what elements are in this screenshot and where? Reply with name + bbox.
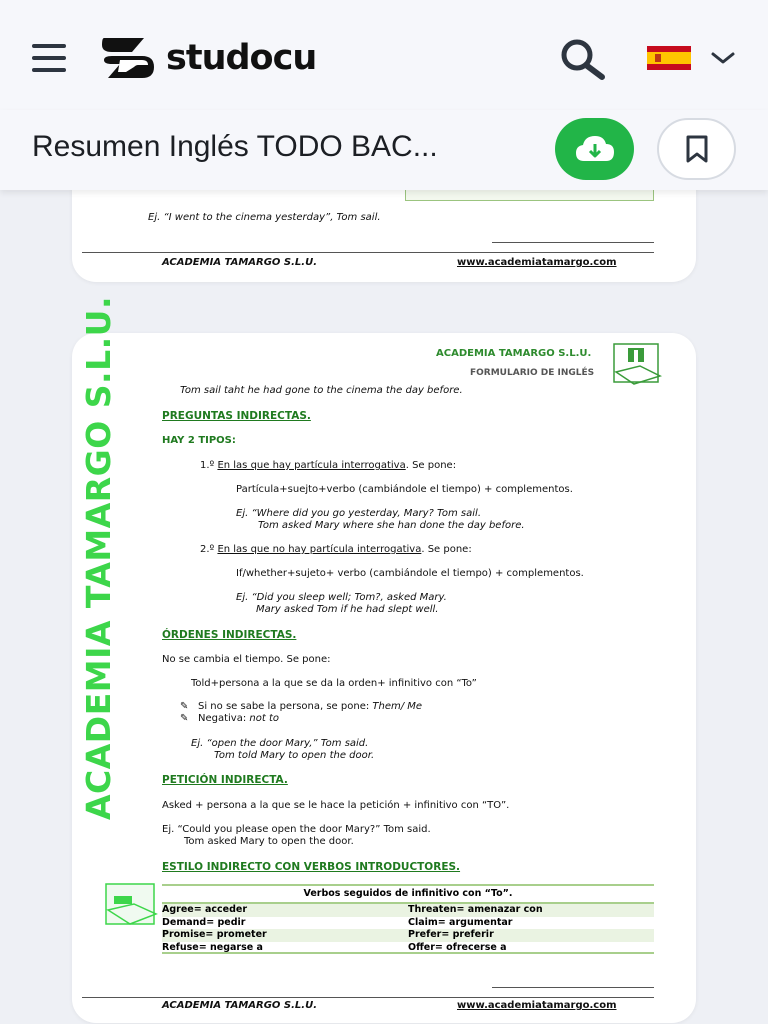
search-icon[interactable] <box>558 38 608 80</box>
example-line: Ej. “I went to the cinema yesterday”, Tom sail. <box>148 212 381 223</box>
table-row <box>162 904 654 917</box>
text-line: Tom sail taht he had gone to the cinema the day before. <box>180 385 463 396</box>
chevron-down-icon[interactable] <box>710 50 736 66</box>
text-line: Told+persona a la que se da la orden+ infinitivo con “To” <box>191 678 477 689</box>
bullet-icon: ✎ <box>180 713 189 724</box>
footer-divider-short <box>492 242 654 243</box>
form-name-header: FORMULARIO DE INGLÉS <box>470 368 595 378</box>
table-row <box>162 929 654 942</box>
table-cell: Demand= pedir <box>162 916 246 928</box>
verbs-table <box>162 884 654 954</box>
studocu-logo-mark-icon <box>98 34 158 82</box>
text-line: Tom asked Mary where she han done the day before. <box>258 520 525 531</box>
download-button[interactable] <box>555 118 634 180</box>
text-line: Tom asked Mary to open the door. <box>184 836 354 847</box>
type-2-line: 2.º En las que no hay partícula interrogativa. Se pone: <box>200 544 472 555</box>
footer-org: ACADEMIA TAMARGO S.L.U. <box>162 257 317 268</box>
academy-small-logo-icon <box>104 882 160 928</box>
bookmark-button[interactable] <box>657 118 736 180</box>
table-cell: Threaten= amenazar con <box>408 904 543 915</box>
text-line: No se cambia el tiempo. Se pone: <box>162 654 331 665</box>
type-1-line: 1.º En las que hay partícula interrogativa. Se pone: <box>200 460 457 471</box>
top-navigation-bar <box>0 0 768 110</box>
text-line: Tom told Mary to open the door. <box>214 750 375 761</box>
logo-text: studocu <box>166 38 317 78</box>
text-line: Ej. “Did you sleep well; Tom?, asked Mary. <box>236 592 447 603</box>
studocu-logo[interactable] <box>98 34 316 82</box>
table-cell: Refuse= negarse a <box>162 941 263 953</box>
footer-divider <box>82 997 654 998</box>
cloud-download-icon <box>574 133 616 165</box>
text-line: Ej. “open the door Mary,” Tom said. <box>191 738 369 749</box>
document-title-bar <box>0 110 768 190</box>
text-line: Ej. “Where did you go yesterday, Mary? Tom sail. <box>236 508 481 519</box>
table-heading: Verbos seguidos de infinitivo con “To”. <box>162 884 654 904</box>
table-row <box>162 917 654 930</box>
spain-flag-icon[interactable] <box>647 46 691 70</box>
bullet-icon: ✎ <box>180 701 189 712</box>
heading-peticion: PETICIÓN INDIRECTA. <box>162 774 288 786</box>
text-line: Partícula+suejto+verbo (cambiándole el tiempo) + complementos. <box>236 484 573 495</box>
footer-divider-short <box>492 987 654 988</box>
bullet-line: Si no se sabe la persona, se pone: Them/ Me <box>198 701 423 712</box>
text-line: Mary asked Tom if he had slept well. <box>256 604 439 615</box>
footer-divider <box>82 252 654 253</box>
heading-ordenes: ÓRDENES INDIRECTAS. <box>162 629 297 641</box>
heading-preguntas: PREGUNTAS INDIRECTAS. <box>162 410 311 422</box>
subheading-two-types: HAY 2 TIPOS: <box>162 435 236 446</box>
org-name-header: ACADEMIA TAMARGO S.L.U. <box>436 348 592 359</box>
text-line: Asked + persona a la que se le hace la petición + infinitivo con “TO”. <box>162 800 510 811</box>
footer-website[interactable]: www.academiatamargo.com <box>457 257 617 268</box>
table-cell: Prefer= preferir <box>408 929 494 940</box>
vertical-watermark: ACADEMIA TAMARGO S.L.U. <box>79 296 118 820</box>
bookmark-icon <box>685 135 709 163</box>
document-title: Resumen Inglés TODO BAC... <box>32 130 438 163</box>
table-cell: Agree= acceder <box>162 904 248 915</box>
table-cell: Claim= argumentar <box>408 916 513 928</box>
footer-org: ACADEMIA TAMARGO S.L.U. <box>162 1000 317 1011</box>
table-cell: Promise= prometer <box>162 929 267 940</box>
academy-logo-icon <box>612 342 664 388</box>
footer-website[interactable]: www.academiatamargo.com <box>457 1000 617 1011</box>
table-row <box>162 942 654 955</box>
bullet-line: Negativa: not to <box>198 713 280 724</box>
heading-estilo: ESTILO INDIRECTO CON VERBOS INTRODUCTORES. <box>162 861 461 873</box>
table-cell: Offer= ofrecerse a <box>408 941 507 953</box>
text-line: Ej. “Could you please open the door Mary?” Tom said. <box>162 824 431 835</box>
document-page-2 <box>72 296 696 1023</box>
hamburger-menu-icon[interactable] <box>32 44 66 72</box>
text-line: If/whether+sujeto+ verbo (cambiándole el tiempo) + complementos. <box>236 568 584 579</box>
